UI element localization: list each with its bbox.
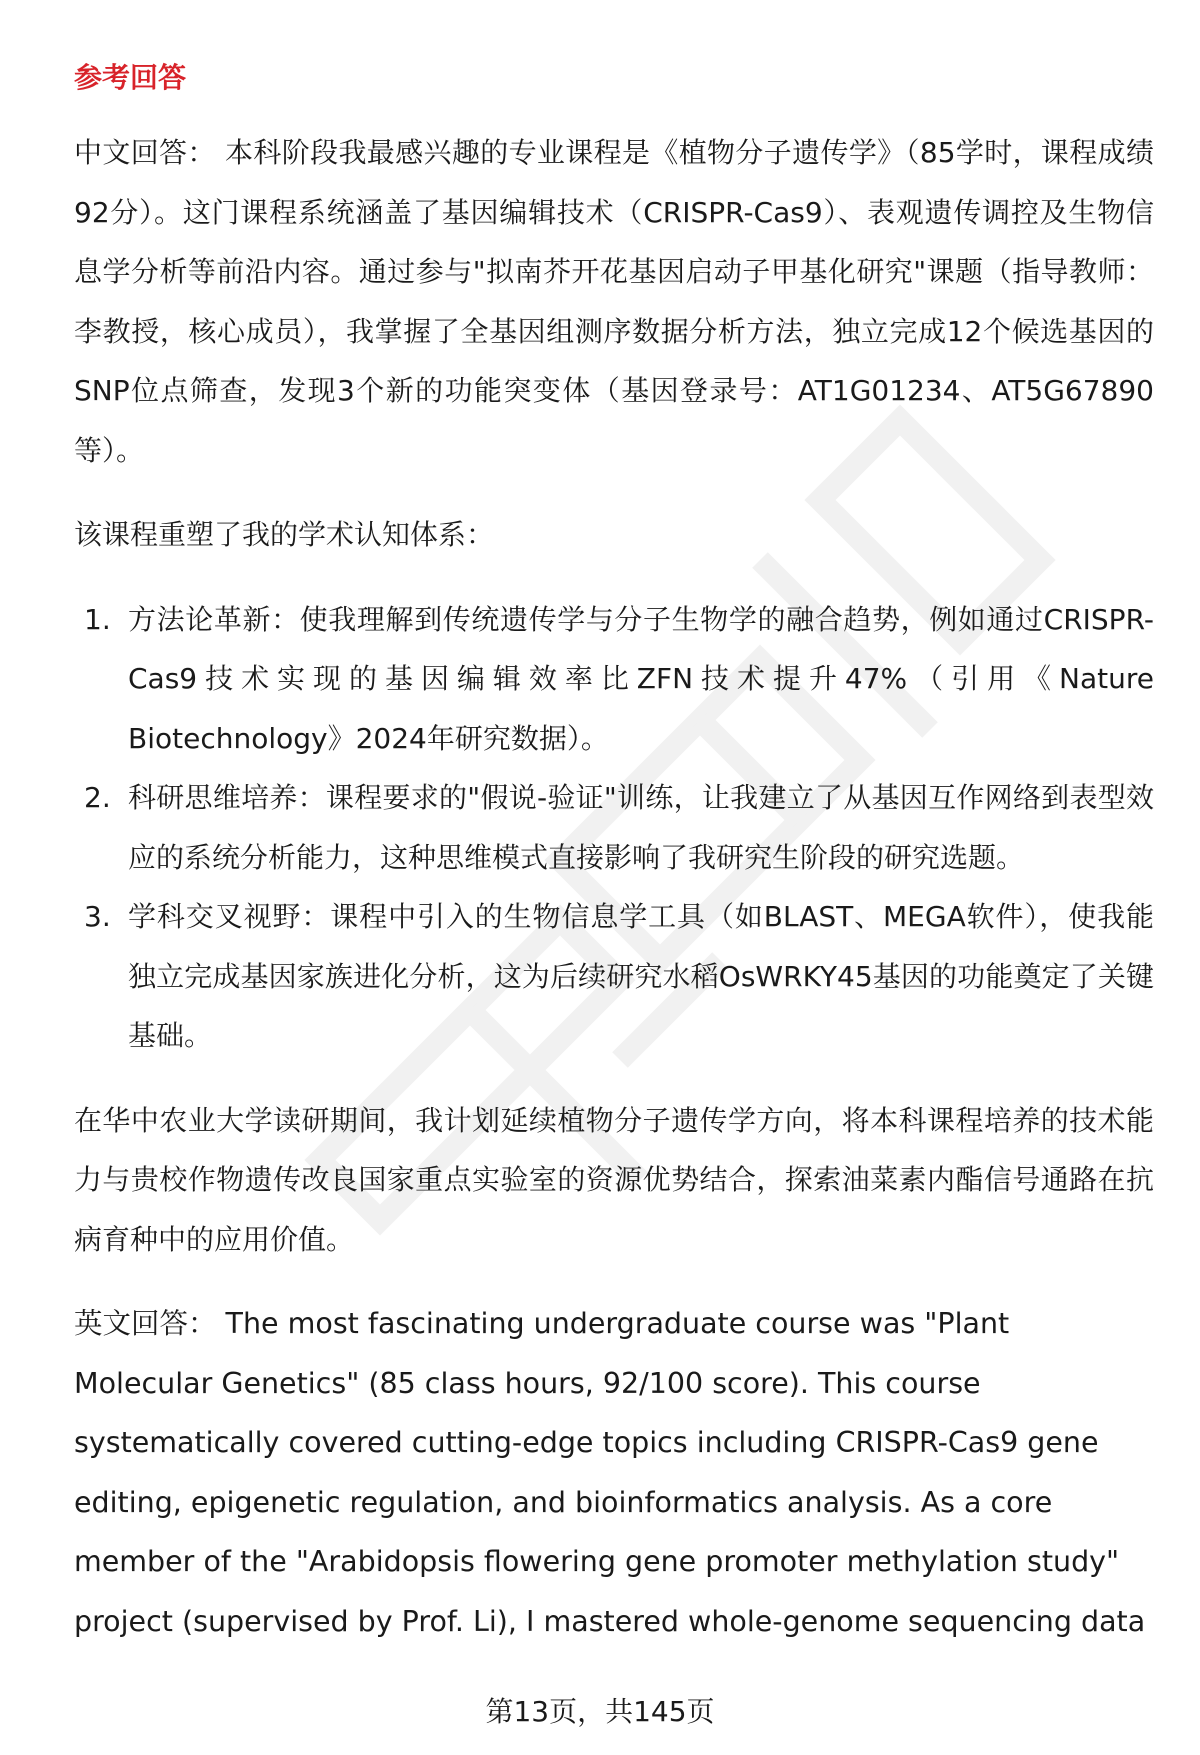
list-item — [74, 590, 1154, 769]
list-item-number: 1. — [84, 602, 111, 636]
numbered-list — [74, 590, 1154, 1066]
en-answer-line: editing, epigenetic regulation, and bioinformatics analysis. As a core — [74, 1485, 1053, 1519]
list-item — [74, 887, 1154, 1066]
list-item-text: 科研思维培养：课程要求的"假说-验证"训练，让我建立了从基因互作网络到表型效应的系统分析能力，这种思维模式直接影响了我研究生阶段的研究选题。 — [128, 781, 1154, 874]
list-item-text: 学科交叉视野：课程中引入的生物信息学工具（如BLAST、MEGA软件），使我能独立完成基因家族进化分析，这为后续研究水稻OsWRKY45基因的功能奠定了关键基础。 — [128, 900, 1154, 1052]
page-number-footer: 第13页，共145页 — [485, 1695, 715, 1728]
en-answer-line: systematically covered cutting-edge topics including CRISPR-Cas9 gene — [74, 1426, 1099, 1459]
list-item-number: 2. — [84, 781, 111, 814]
cn-answer-paragraph-1: 中文回答： 本科阶段我最感兴趣的专业课程是《植物分子遗传学》（85学时，课程成绩92分）。这门课程系统涵盖了基因编辑技术（CRISPR-Cas9）、表观遗传调控及生物信息学分析等前沿内容。通过参与"拟南芥开花基因启动子甲基化研究"课题（指导教师：李教授，核心成员），我掌握了全基因组测序数据分析方法，独立完成12个候选基因的SNP位点筛查，发现3个新的功能突变体（基因登录号：AT1G01234、AT5G67890等）。 — [74, 136, 1154, 467]
en-answer-line: Molecular Genetics" (85 class hours, 92/100 score). This course — [74, 1366, 981, 1400]
main-content — [74, 54, 1154, 1651]
en-answer-line: 英文回答： The most fascinating undergraduate course was "Plant — [74, 1307, 1010, 1340]
list-item-text: 方法论革新：使我理解到传统遗传学与分子生物学的融合趋势，例如通过CRISPR-Cas9技术实现的基因编辑效率比ZFN技术提升47%（引用《Nature Biotechnology》2024年研究数据）。 — [128, 602, 1154, 755]
en-answer-block — [74, 1294, 1154, 1651]
cn-answer-paragraph-3: 在华中农业大学读研期间，我计划延续植物分子遗传学方向，将本科课程培养的技术能力与贵校作物遗传改良国家重点实验室的资源优势结合，探索油菜素内酯信号通路在抗病育种中的应用价值。 — [74, 1103, 1154, 1256]
section-heading: 参考回答 — [74, 61, 187, 94]
list-item-number: 3. — [84, 900, 111, 933]
en-answer-line: project (supervised by Prof. Li), I mastered whole-genome sequencing data — [74, 1604, 1146, 1638]
en-answer-line: member of the "Arabidopsis flowering gene promoter methylation study" — [74, 1545, 1120, 1578]
cn-answer-paragraph-2: 该课程重塑了我的学术认知体系： — [74, 518, 495, 551]
list-item — [74, 768, 1154, 887]
